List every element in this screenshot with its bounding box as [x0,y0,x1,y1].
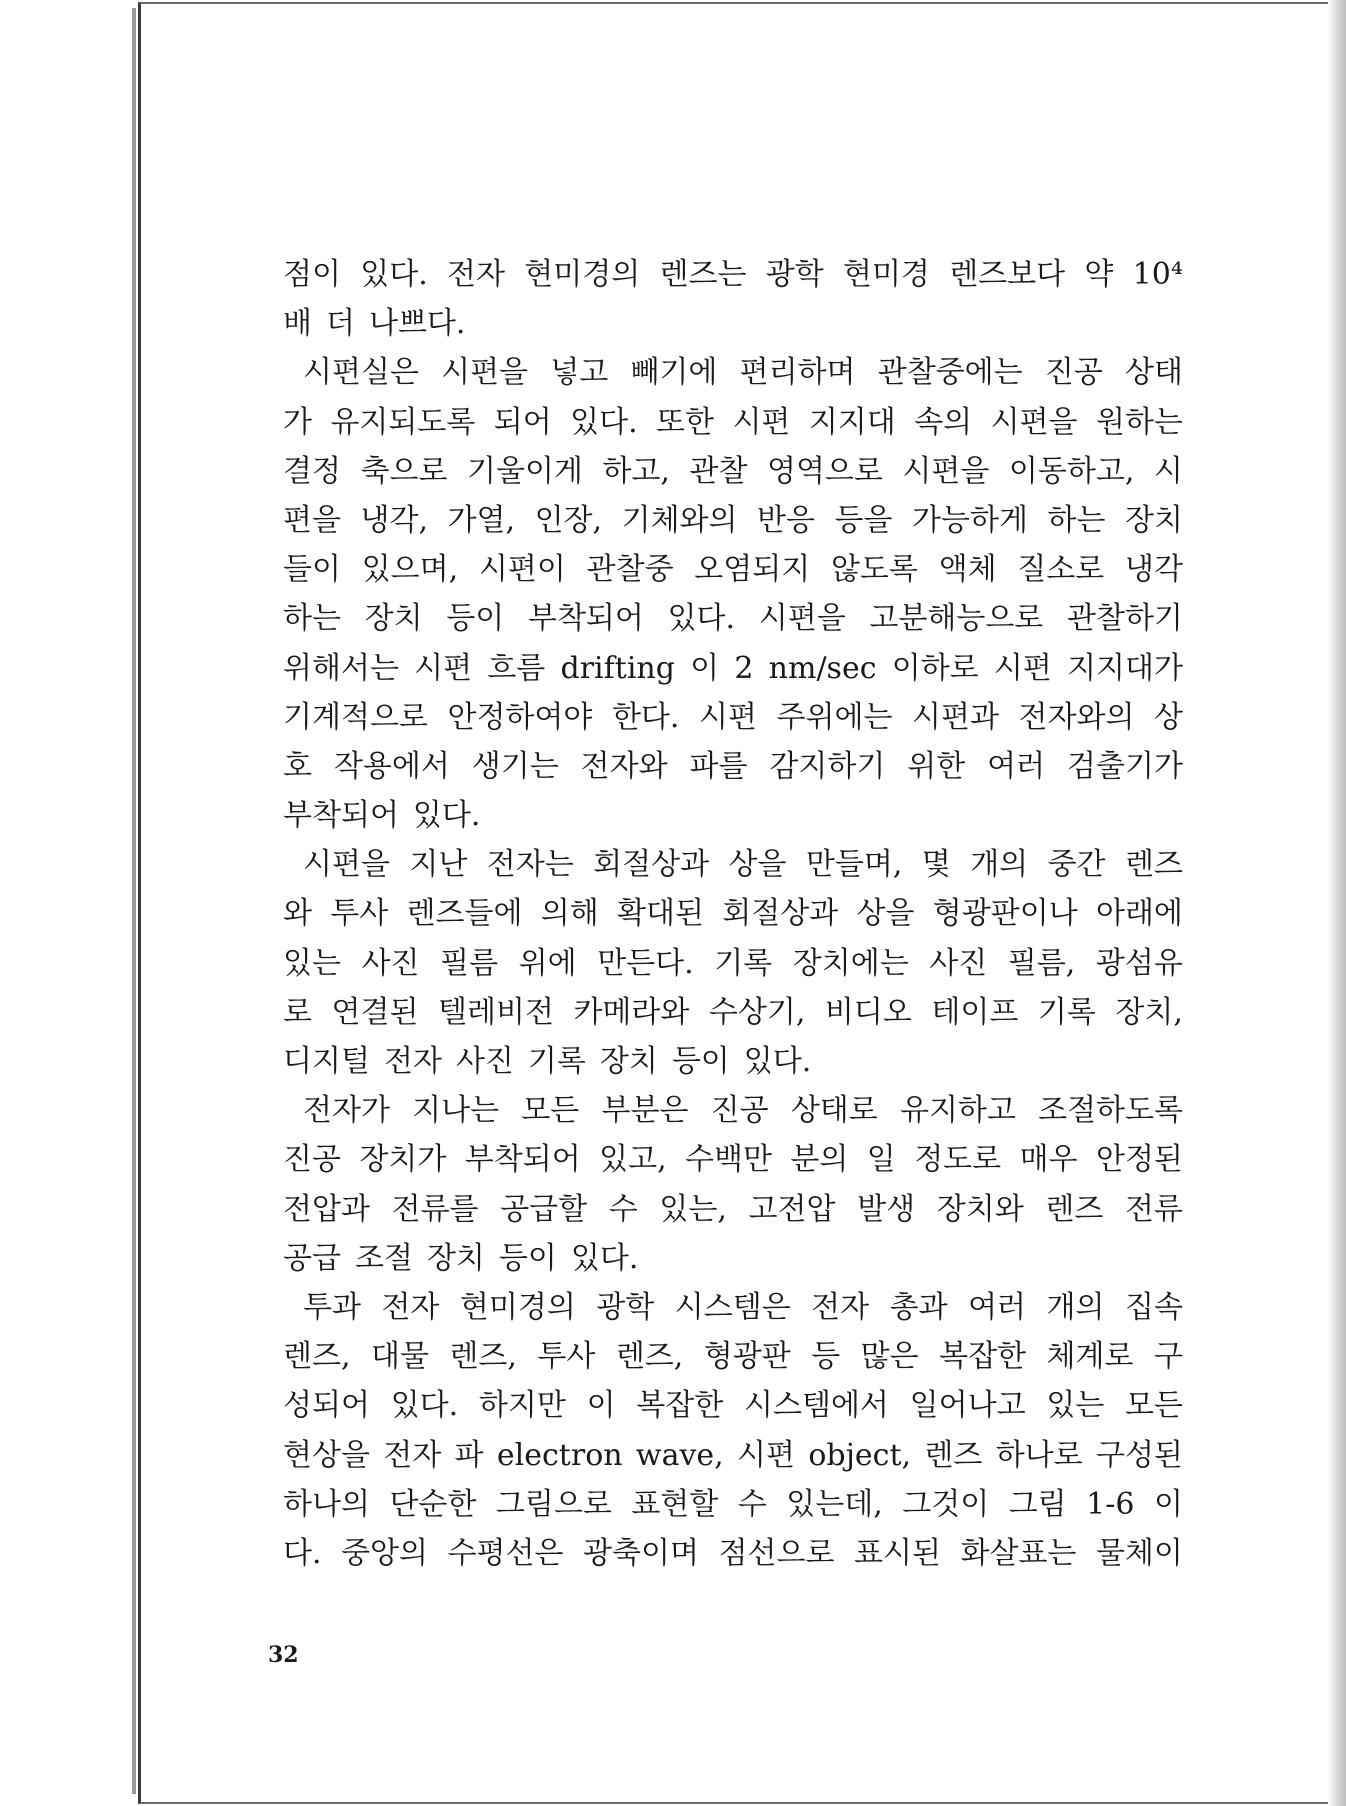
text-word: drifting [560,650,675,686]
text-word: 체계로 [1046,1339,1134,1375]
text-word: 주위에는 [776,699,893,735]
text-line [283,693,1183,742]
text-word: 분의 [790,1142,849,1178]
text-word: 관찰중 [586,552,674,588]
text-word: 현미경의 [459,1289,576,1325]
text-word: 복잡한 [939,1339,1027,1375]
text-word: 사진 [929,945,988,981]
text-word: 전자 [383,1437,442,1473]
text-word: 전류를 [391,1191,479,1227]
text-word: 하고, [602,453,670,489]
text-word: 장치 [599,1044,658,1079]
text-word: 진공 [710,1093,769,1129]
text-word: 진공 [1044,355,1103,391]
text-word: 있는, [659,1191,727,1227]
text-line [283,545,1183,594]
text-word: 전자 [811,1289,870,1325]
text-word: 조절하도록 [1038,1093,1183,1129]
text-word: 관찰중에는 [877,355,1023,391]
text-word: 기록 [1037,994,1096,1030]
text-word: 렌즈, [615,1339,684,1375]
text-word: 회절상과 [722,896,839,932]
text-word: 조절 [354,1240,413,1276]
text-word: 형광판 [703,1339,791,1375]
text-word: 렌즈, [449,1339,517,1375]
text-word: 고전압 [748,1191,836,1227]
text-word: 정도로 [914,1142,1002,1178]
text-word: 텔레비전 [438,994,554,1030]
text-line [283,1529,1183,1578]
text-word: 렌즈들에 [406,896,523,932]
text-word: 하는 [283,601,341,637]
text-word: 공급할 [500,1191,588,1227]
text-word: 지지대가 [1067,650,1183,686]
text-word: 있다. [412,798,481,834]
text-word: 상을 [728,847,787,883]
text-word: 시편 [414,650,473,686]
text-word: 등이 [498,1240,557,1276]
text-word: 만들며, [805,847,903,883]
text-line [283,1037,1183,1086]
text-word: 나쁘다. [368,306,466,342]
text-word: 회절상과 [593,847,710,883]
text-word: 장치 [1125,502,1183,538]
text-line [283,398,1183,447]
text-word: 시편 [993,650,1052,686]
text-word: 전자는 [486,847,574,883]
text-line [283,988,1183,1037]
text-word: 그것이 [902,1486,990,1522]
text-word: 형광판이나 [932,896,1078,932]
text-word: 있다. [390,1388,459,1424]
text-line [283,299,1183,348]
text-word: nm/sec [768,650,877,686]
text-word: 전압과 [283,1191,370,1227]
text-word: 렌즈보다 [949,257,1066,292]
text-word: 한다. [611,699,680,735]
text-word: 가열, [447,502,516,538]
text-word: electron [496,1437,623,1473]
text-word: 원하는 [1095,404,1183,440]
text-word: 점선으로 [718,1535,835,1571]
text-line [283,1185,1183,1234]
text-word: 모든 [1125,1388,1183,1424]
text-word: 있고, [599,1142,667,1178]
text-word: 장치에는 [792,945,909,981]
text-word: 하나로 [995,1437,1083,1473]
text-word: 전자 [383,1044,442,1079]
text-word: 전자 [381,1289,440,1325]
text-line [283,447,1183,496]
text-word: 대물 [370,1339,429,1375]
text-word: 수백만 [685,1142,772,1178]
text-word: 하는 [1047,502,1106,538]
text-line [283,1135,1183,1184]
text-word: 시스템은 [674,1289,791,1325]
text-line [283,1480,1183,1529]
text-word: 테이프 [931,994,1019,1030]
text-word: 현미경 [842,257,930,292]
text-word: 시 [1153,453,1183,489]
text-word: 결정 [283,453,341,489]
text-word: 전자가 [303,1093,390,1129]
text-word: 시스템에서 [744,1388,889,1424]
text-word: 구성된 [1095,1437,1183,1473]
page-shadow [1328,0,1346,1806]
text-line [283,496,1183,545]
text-word: 장치와 [936,1191,1024,1227]
text-word: 카메라와 [573,994,690,1030]
text-word: 현상을 [283,1437,370,1473]
text-word: 시편을 [990,404,1078,440]
text-word: 하나의 [283,1486,370,1522]
text-word: 영역으로 [766,453,883,489]
text-word: 약 [1084,257,1114,292]
text-word: 위에 [518,945,577,981]
text-word: 이 [586,1388,616,1424]
text-word: 와 [283,896,312,932]
text-word: 지나는 [412,1093,500,1129]
text-word: 파 [454,1437,484,1473]
text-word: 사진 [361,945,420,981]
text-line [283,348,1183,397]
text-word: 전자와 [580,748,668,784]
text-word: 안정하여야 [447,699,593,735]
page-number: 32 [268,1642,299,1668]
text-word: 관찰 [689,453,748,489]
text-word: 시편을 [441,355,529,391]
text-word: 파를 [689,748,748,784]
text-word: 다. [283,1535,322,1571]
text-word: 시편 [732,404,791,440]
text-word: 수 [737,1486,767,1522]
text-word: 빼기에 [630,355,718,391]
text-word: 그림으로 [495,1486,612,1522]
text-word: 장치 [364,601,423,637]
text-word: 투과 [303,1289,361,1325]
text-word: 더 [325,306,355,342]
text-word: 렌즈 [924,1437,983,1473]
text-word: 총과 [889,1289,948,1325]
text-word: 있다. [570,404,638,440]
text-word: 상태로 [790,1093,878,1129]
text-word: 만든다. [597,945,694,981]
text-word: 시편과 [912,699,999,735]
text-word: 인장, [534,502,603,538]
text-word: 표현할 [631,1486,719,1522]
text-word: 매우 [1019,1142,1078,1178]
text-word: 않도록 [830,552,918,588]
text-line [283,742,1183,791]
text-word: 투사 [537,1339,596,1375]
text-word: 부분은 [601,1093,689,1129]
text-word: 수 [608,1191,638,1227]
text-word: 사진 [455,1044,514,1079]
text-word: 렌즈 [1124,847,1183,883]
text-word: 시편 [699,699,757,735]
text-word: 화살표는 [960,1535,1077,1571]
text-word: 작용에서 [333,748,450,784]
text-word: 기계적으로 [283,699,428,735]
text-word: 부착되어 [283,798,399,834]
text-word: 진공 [283,1142,341,1178]
text-word: 등을 [834,502,893,538]
text-word: 관찰하기 [1066,601,1183,637]
text-word: 이동하고, [1008,453,1135,489]
text-word: 지지대 [808,404,896,440]
text-word: 고분해능으로 [869,601,1044,637]
text-word: 개의 [1046,1289,1105,1325]
text-word: 투사 [330,896,389,932]
text-word: 로 [283,994,312,1030]
text-word: 점이 [283,257,341,292]
text-word: 장치, [1115,994,1183,1030]
text-word: 액체 [938,552,997,588]
text-word: 상 [1154,699,1183,735]
text-word: 있는 [1046,1388,1105,1424]
text-word: 있다. [667,601,736,637]
text-word: 시편을 [902,453,990,489]
text-word: 렌즈, [283,1339,351,1375]
text-word: 기록 [714,945,773,981]
text-word: 복잡한 [636,1388,724,1424]
text-line [283,840,1183,889]
text-word: 시편 [737,1437,796,1473]
text-word: 전류 [1124,1191,1183,1227]
text-word: 여러 [987,748,1046,784]
text-word: 부착되어 [527,601,644,637]
text-word: 위한 [907,748,966,784]
text-word: 상태 [1125,355,1183,391]
text-word: 시편실은 [303,355,419,391]
text-word: 또한 [656,404,715,440]
text-line [283,644,1183,693]
text-word: 넣고 [550,355,609,391]
text-word: 등이 [671,1044,730,1079]
text-word: object, [808,1437,912,1473]
text-word: 기체와의 [621,502,738,538]
text-word: 표시된 [853,1535,941,1571]
text-word: 공급 [283,1240,341,1276]
text-word: 많은 [860,1339,919,1375]
text-word: 지난 [409,847,468,883]
text-line [283,594,1183,643]
text-word: 편리하며 [739,355,856,391]
text-word: 수상기, [708,994,806,1030]
text-word: 광섬유 [1095,945,1183,981]
text-word: 전자와의 [1018,699,1135,735]
text-word: 그림 [1008,1486,1067,1522]
text-line [283,250,1183,299]
page-edge [132,8,136,1794]
text-word: 되어 [493,404,552,440]
text-word: 구 [1153,1339,1183,1375]
body-text [283,250,1183,1578]
text-word: 흐름 [487,650,546,686]
text-word: 있다. [570,1240,639,1276]
text-line [283,1283,1183,1332]
text-word: 질소로 [1017,552,1105,588]
text-word: 유지하고 [899,1093,1016,1129]
text-word: 안정된 [1095,1142,1183,1178]
text-word: 연결된 [331,994,419,1030]
text-word: 오염되지 [694,552,811,588]
text-word: 비디오 [824,994,912,1030]
text-word: 성되어 [283,1388,370,1424]
text-word: 렌즈 [1045,1191,1104,1227]
text-word: 필름 [440,945,499,981]
text-word: 렌즈는 [659,257,747,292]
text-word: 발생 [857,1191,916,1227]
text-word: 의해 [540,896,599,932]
text-word: 등 [811,1339,841,1375]
text-word: 위해서는 [283,650,399,686]
text-word: 유지되도록 [330,404,476,440]
text-word: 등이 [446,601,505,637]
text-word: 가 [283,404,312,440]
text-word: 필름, [1007,945,1076,981]
text-word: 있는 [283,945,341,981]
text-line [283,889,1183,938]
text-line [283,791,1183,840]
text-word: 장치 [426,1240,485,1276]
text-word: 일어나고 [909,1388,1026,1424]
text-word: 반응 [757,502,816,538]
text-word: 부착되어 [464,1142,581,1178]
text-word: 있다. [743,1044,812,1079]
text-word: 장치가 [359,1142,447,1178]
text-word: 수평선은 [447,1535,564,1571]
text-word: 상을 [856,896,915,932]
text-word: 현미경의 [524,257,641,292]
text-word: 광학 [765,257,824,292]
text-word: 확대된 [617,896,704,932]
text-word: 기울이게 [466,453,583,489]
text-word: 들이 [283,552,341,588]
text-word: 개의 [970,847,1029,883]
text-line [283,1381,1183,1430]
text-word: 하지만 [478,1388,566,1424]
text-word: 디지털 [283,1044,370,1079]
text-word: 집속 [1124,1289,1183,1325]
text-word: 2 [734,650,754,686]
text-word: 일 [866,1142,896,1178]
text-word: 이 [690,650,720,686]
text-word: 이하로 [891,650,979,686]
text-word: 편을 [283,502,341,538]
text-word: 이 [1153,1486,1183,1522]
text-word: 광학 [596,1289,655,1325]
text-word: 시편을 [758,601,846,637]
text-line [283,939,1183,988]
text-word: 시편을 [303,847,390,883]
text-line [283,1431,1183,1480]
text-word: 속의 [914,404,973,440]
text-word: wave, [635,1437,724,1473]
text-word: 중앙의 [341,1535,429,1571]
text-word: 냉각 [1125,552,1183,588]
text-word: 배 [283,306,312,342]
text-word: 있는데, [786,1486,883,1522]
text-word: 중간 [1047,847,1106,883]
text-word: 냉각, [360,502,428,538]
text-word: 검출기가 [1067,748,1183,784]
text-word: 몇 [921,847,951,883]
text-word: 1-6 [1086,1486,1135,1522]
text-word: 전자 [447,257,505,292]
text-word: 가능하게 [912,502,1028,538]
text-line [283,1086,1183,1135]
text-word: 축으로 [360,453,448,489]
text-word: 있다. [360,257,428,292]
text-word: 생기는 [471,748,559,784]
text-word: 단순한 [389,1486,477,1522]
text-line [283,1234,1183,1283]
text-word: 시편이 [478,552,566,588]
text-word: 감지하기 [769,748,886,784]
text-word: 기록 [527,1044,586,1079]
text-word: 여러 [968,1289,1027,1325]
text-word: 있으며, [361,552,459,588]
text-word: 10⁴ [1132,257,1183,292]
text-word: 아래에 [1095,896,1183,932]
text-word: 물체이 [1095,1535,1183,1571]
text-word: 호 [283,748,312,784]
text-word: 모든 [521,1093,580,1129]
text-word: 광축이며 [583,1535,699,1571]
text-line [283,1332,1183,1381]
